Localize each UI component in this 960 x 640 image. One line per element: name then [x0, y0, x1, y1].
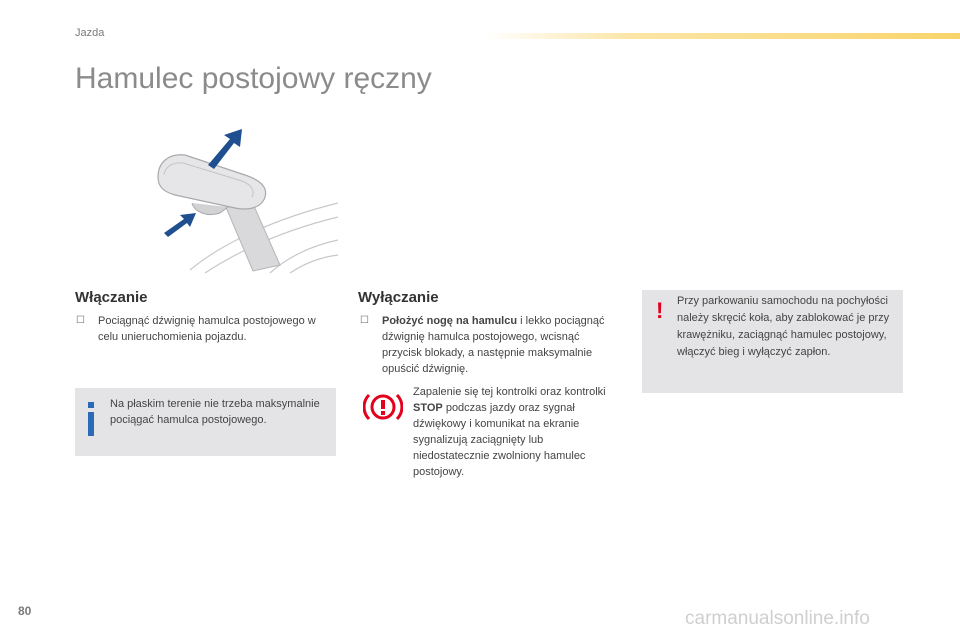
section-label: Jazda	[75, 27, 105, 39]
bullet-marker: ☐	[360, 315, 369, 326]
brake-warning-lamp-icon	[363, 390, 403, 424]
press-button-arrow	[164, 213, 196, 237]
warning-text-stop: STOP	[413, 402, 443, 414]
release-bullet	[360, 313, 622, 377]
warning-text-before: Zapalenie się tej kontrolki oraz kontrolki	[413, 386, 606, 398]
page-title: Hamulec postojowy ręczny	[75, 62, 432, 95]
info-box	[75, 388, 336, 456]
warning-text-after: podczas jazdy oraz sygnał dźwiękowy i komunikat na ekranie sygnalizują zaciągnięty lub niedostatecznie zwolniony hamulec postojowy.	[413, 402, 586, 478]
pull-up-arrow	[208, 129, 242, 169]
engage-bullet	[76, 313, 338, 345]
caution-box	[642, 290, 903, 393]
watermark: carmanualsonline.info	[685, 608, 870, 629]
release-heading: Wyłączanie	[358, 289, 439, 306]
handbrake-illustration	[150, 125, 338, 275]
header-bar	[486, 33, 960, 39]
info-text: Na płaskim terenie nie trzeba maksymalnie pociągać hamulca postojowego.	[110, 398, 320, 426]
page-number: 80	[18, 604, 32, 618]
release-bullet-text: i lekko pociągnąć dźwignię hamulca postojowego, wcisnąć przycisk blokady, a następnie maksymalnie opuścić dźwignię.	[382, 315, 605, 375]
warning-lamp-text	[413, 384, 613, 480]
engage-heading: Włączanie	[75, 289, 148, 306]
exclamation-icon: !	[656, 298, 664, 323]
info-icon	[86, 402, 96, 436]
engage-bullet-text: Pociągnąć dźwignię hamulca postojowego w celu unieruchomienia pojazdu.	[98, 315, 316, 343]
release-bullet-bold: Położyć nogę na hamulcu	[382, 315, 518, 327]
caution-text: Przy parkowaniu samochodu na pochyłości należy skręcić koła, aby zablokować je przy krawężniku, zaciągnąć hamulec postojowy, włączyć bieg i wyłączyć zapłon.	[677, 295, 890, 358]
bullet-marker: ☐	[76, 315, 85, 326]
